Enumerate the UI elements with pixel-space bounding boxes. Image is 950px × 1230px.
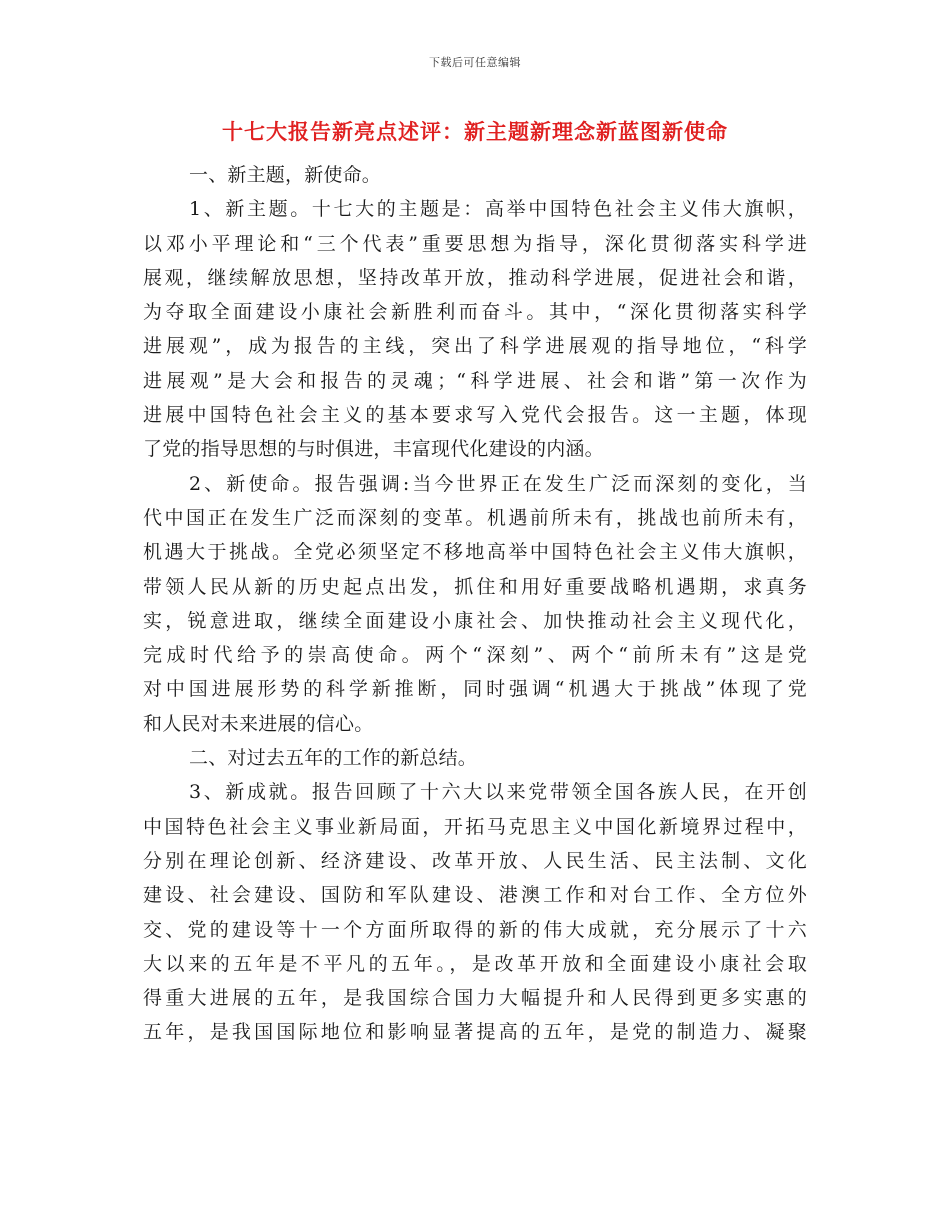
paragraph-line: 得重大进展的五年，是我国综合国力大幅提升和人民得到更多实惠的	[143, 987, 807, 1010]
paragraph-line: 和人民对未来进展的信心。	[143, 712, 374, 735]
paragraph-line: 为夺取全面建设小康社会新胜利而奋斗。其中，“深化贯彻落实科学	[143, 301, 807, 324]
document-body	[143, 158, 807, 1050]
paragraph-line: 建设、社会建设、国防和军队建设、港澳工作和对台工作、全方位外	[143, 884, 807, 907]
paragraph-line: 了党的指导思想的与时俱进，丰富现代化建设的内涵。	[143, 438, 604, 461]
section-heading: 一、新主题，新使命。	[189, 164, 382, 186]
paragraph-line: 实，锐意进取，继续全面建设小康社会、加快推动社会主义现代化，	[143, 609, 807, 632]
paragraph-line: 对中国进展形势的科学新推断，同时强调“机遇大于挑战”体现了党	[143, 678, 807, 701]
paragraph-line: 交、党的建设等十一个方面所取得的新的伟大成就，充分展示了十六	[143, 918, 807, 941]
paragraph-line: 进展中国特色社会主义的基本要求写入党代会报告。这一主题，体现	[143, 404, 807, 427]
paragraph-line: 代中国正在发生广泛而深刻的变革。机遇前所未有，挑战也前所未有，	[143, 506, 807, 529]
paragraph-line: 展观，继续解放思想，坚持改革开放，推动科学进展，促进社会和谐，	[143, 266, 807, 289]
paragraph-line: 2、新使命。报告强调:当今世界正在发生广泛而深刻的变化，当	[189, 472, 807, 495]
paragraph-line: 进展观”，成为报告的主线，突出了科学进展观的指导地位，“科学	[143, 335, 807, 358]
paragraph-line: 带领人民从新的历史起点出发，抓住和用好重要战略机遇期，求真务	[143, 575, 807, 598]
paragraph-line: 分别在理论创新、经济建设、改革开放、人民生活、民主法制、文化	[143, 849, 807, 872]
paragraph-line: 1、新主题。十七大的主题是：高举中国特色社会主义伟大旗帜，	[189, 198, 807, 221]
section-heading: 二、对过去五年的工作的新总结。	[189, 747, 478, 770]
document-title: 十七大报告新亮点述评：新主题新理念新蓝图新使命	[222, 119, 728, 144]
paragraph-line: 完成时代给予的崇高使命。两个“深刻”、两个“前所未有”这是党	[143, 644, 807, 667]
paragraph-line: 以邓小平理论和“三个代表”重要思想为指导，深化贯彻落实科学进	[143, 232, 807, 255]
paragraph-line: 进展观”是大会和报告的灵魂；“科学进展、社会和谐”第一次作为	[143, 369, 807, 392]
paragraph-line: 五年，是我国国际地位和影响显著提高的五年，是党的制造力、凝聚	[143, 1021, 807, 1044]
paragraph-line: 机遇大于挑战。全党必须坚定不移地高举中国特色社会主义伟大旗帜，	[143, 541, 807, 564]
header-note: 下载后可任意编辑	[429, 56, 521, 69]
paragraph-line: 大以来的五年是不平凡的五年。，是改革开放和全面建设小康社会取	[143, 952, 807, 975]
paragraph-line: 中国特色社会主义事业新局面，开拓马克思主义中国化新境界过程中，	[143, 815, 807, 838]
paragraph-line: 3、新成就。报告回顾了十六大以来党带领全国各族人民，在开创	[189, 781, 807, 804]
